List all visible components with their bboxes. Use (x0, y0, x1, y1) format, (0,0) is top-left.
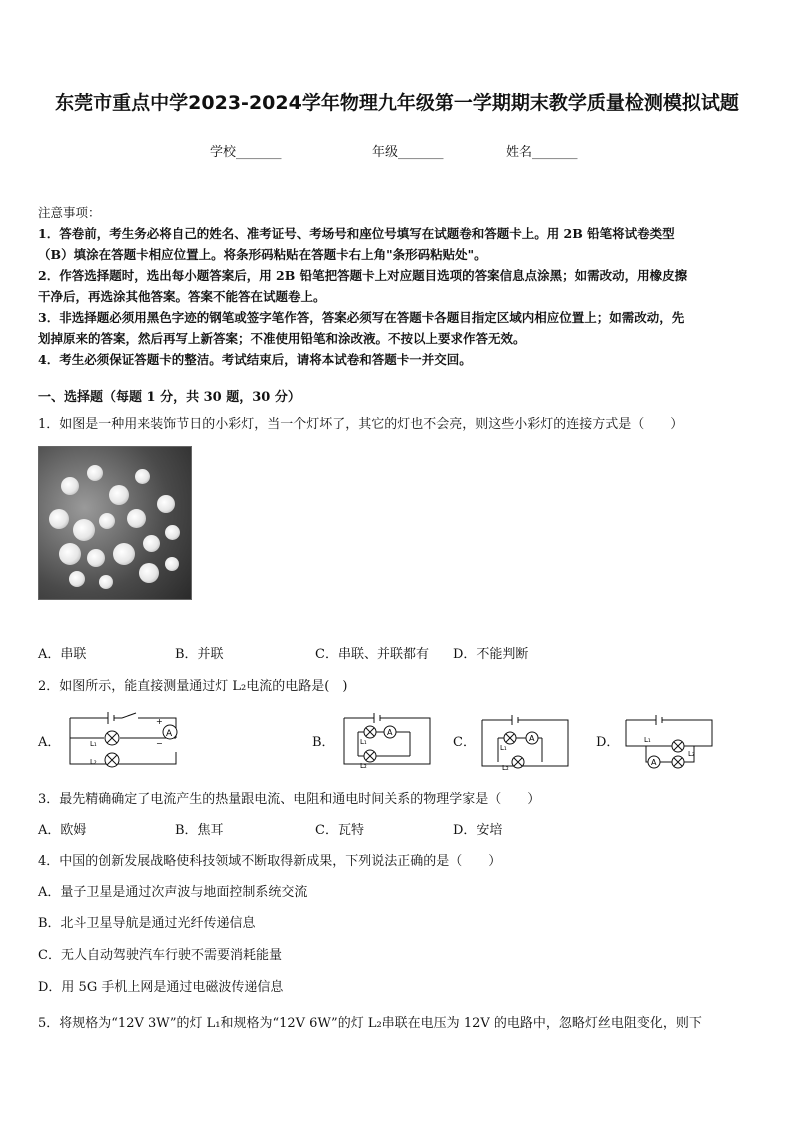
q2-option-c: C． (453, 735, 476, 750)
ammeter-label: A (651, 758, 657, 767)
q3-option-b: B．焦耳 (175, 823, 224, 838)
q4-option-c: C．无人自动驾驶汽车行驶不需要消耗能量 (38, 948, 282, 963)
ammeter-label: A (387, 728, 393, 737)
circuit-diagram-d (622, 712, 718, 772)
q3-option-a: A．欧姆 (38, 823, 87, 838)
circuit-diagram-c (478, 712, 574, 772)
l1-label: L₁ (500, 744, 507, 752)
note-line: 划掉原来的答案，然后再写上新答案；不准使用铅笔和涂改液。不按以上要求作答无效。 (38, 331, 526, 346)
l2-label: L₂ (502, 764, 509, 772)
q2-option-a: A． (38, 735, 61, 750)
note-line: 3．非选择题必须用黑色字迹的钢笔或签字笔作答，答案必须写在答题卡各题目指定区域内相应位置上；如需改动，先 (38, 310, 685, 325)
q3-option-d: D．安培 (453, 823, 503, 838)
note-line: 干净后，再选涂其他答案。答案不能答在试题卷上。 (38, 289, 326, 304)
l2-label: L₂ (688, 750, 695, 758)
l2-label: L₂ (90, 758, 97, 766)
circuit-diagram-b (340, 712, 436, 770)
l1-label: L₁ (360, 738, 367, 746)
question-1-stem: 1．如图是一种用来装饰节日的小彩灯，当一个灯坏了，其它的灯也不会亮，则这些小彩灯的连接方式是（ ） (38, 417, 684, 432)
minus-label: − (156, 739, 163, 748)
circuit-diagram-a (64, 708, 184, 774)
q2-option-d: D． (596, 735, 620, 750)
question-4-stem: 4．中国的创新发展战略使科技领域不断取得新成果，下列说法正确的是（ ） (38, 854, 502, 869)
l1-label: L₁ (644, 736, 651, 744)
question-3-stem: 3．最先精确确定了电流产生的热量跟电流、电阻和通电时间关系的物理学家是（ ） (38, 792, 541, 807)
q4-option-b: B．北斗卫星导航是通过光纤传递信息 (38, 916, 256, 931)
question-5-stem: 5．将规格为“12V 3W”的灯 L₁和规格为“12V 6W”的灯 L₂串联在电压为 12V 的电路中，忽略灯丝电阻变化，则下 (38, 1016, 702, 1031)
exam-title: 东莞市重点中学2023-2024学年物理九年级第一学期期末教学质量检测模拟试题 (55, 92, 739, 114)
note-line: 1．答卷前，考生务必将自己的姓名、准考证号、考场号和座位号填写在试题卷和答题卡上。用 2B 铅笔将试卷类型 (38, 226, 675, 241)
q4-option-a: A．量子卫星是通过次声波与地面控制系统交流 (38, 885, 308, 900)
grade-field: 年级_______ (372, 145, 444, 160)
q1-option-b: B．并联 (175, 647, 224, 662)
ammeter-label: A (166, 729, 173, 739)
l1-label: L₁ (90, 740, 97, 748)
ammeter-label: A (529, 734, 535, 743)
note-line: （B）填涂在答题卡相应位置上。将条形码粘贴在答题卡右上角"条形码粘贴处"。 (38, 247, 487, 262)
school-field: 学校_______ (210, 145, 282, 160)
name-field: 姓名_______ (506, 145, 578, 160)
note-line: 4．考生必须保证答题卡的整洁。考试结束后，请将本试卷和答题卡一并交回。 (38, 352, 472, 367)
q2-option-b: B． (312, 735, 335, 750)
q1-option-a: A．串联 (38, 647, 87, 662)
note-line: 2．作答选择题时，选出每小题答案后，用 2B 铅笔把答题卡上对应题目选项的答案信息点涂黑；如需改动，用橡皮擦 (38, 268, 688, 283)
q1-option-d: D．不能判断 (453, 647, 529, 662)
q4-option-d: D．用 5G 手机上网是通过电磁波传递信息 (38, 980, 284, 995)
plus-label: + (156, 717, 163, 726)
l2-label: L₂ (360, 762, 367, 770)
string-lights-photo (38, 446, 192, 600)
section-heading: 一、选择题（每题 1 分，共 30 题，30 分） (38, 390, 301, 405)
notes-heading: 注意事项： (38, 205, 101, 220)
q3-option-c: C．瓦特 (315, 823, 364, 838)
q1-option-c: C．串联、并联都有 (315, 647, 429, 662)
question-2-stem: 2．如图所示，能直接测量通过灯 L₂电流的电路是( ) (38, 679, 348, 694)
